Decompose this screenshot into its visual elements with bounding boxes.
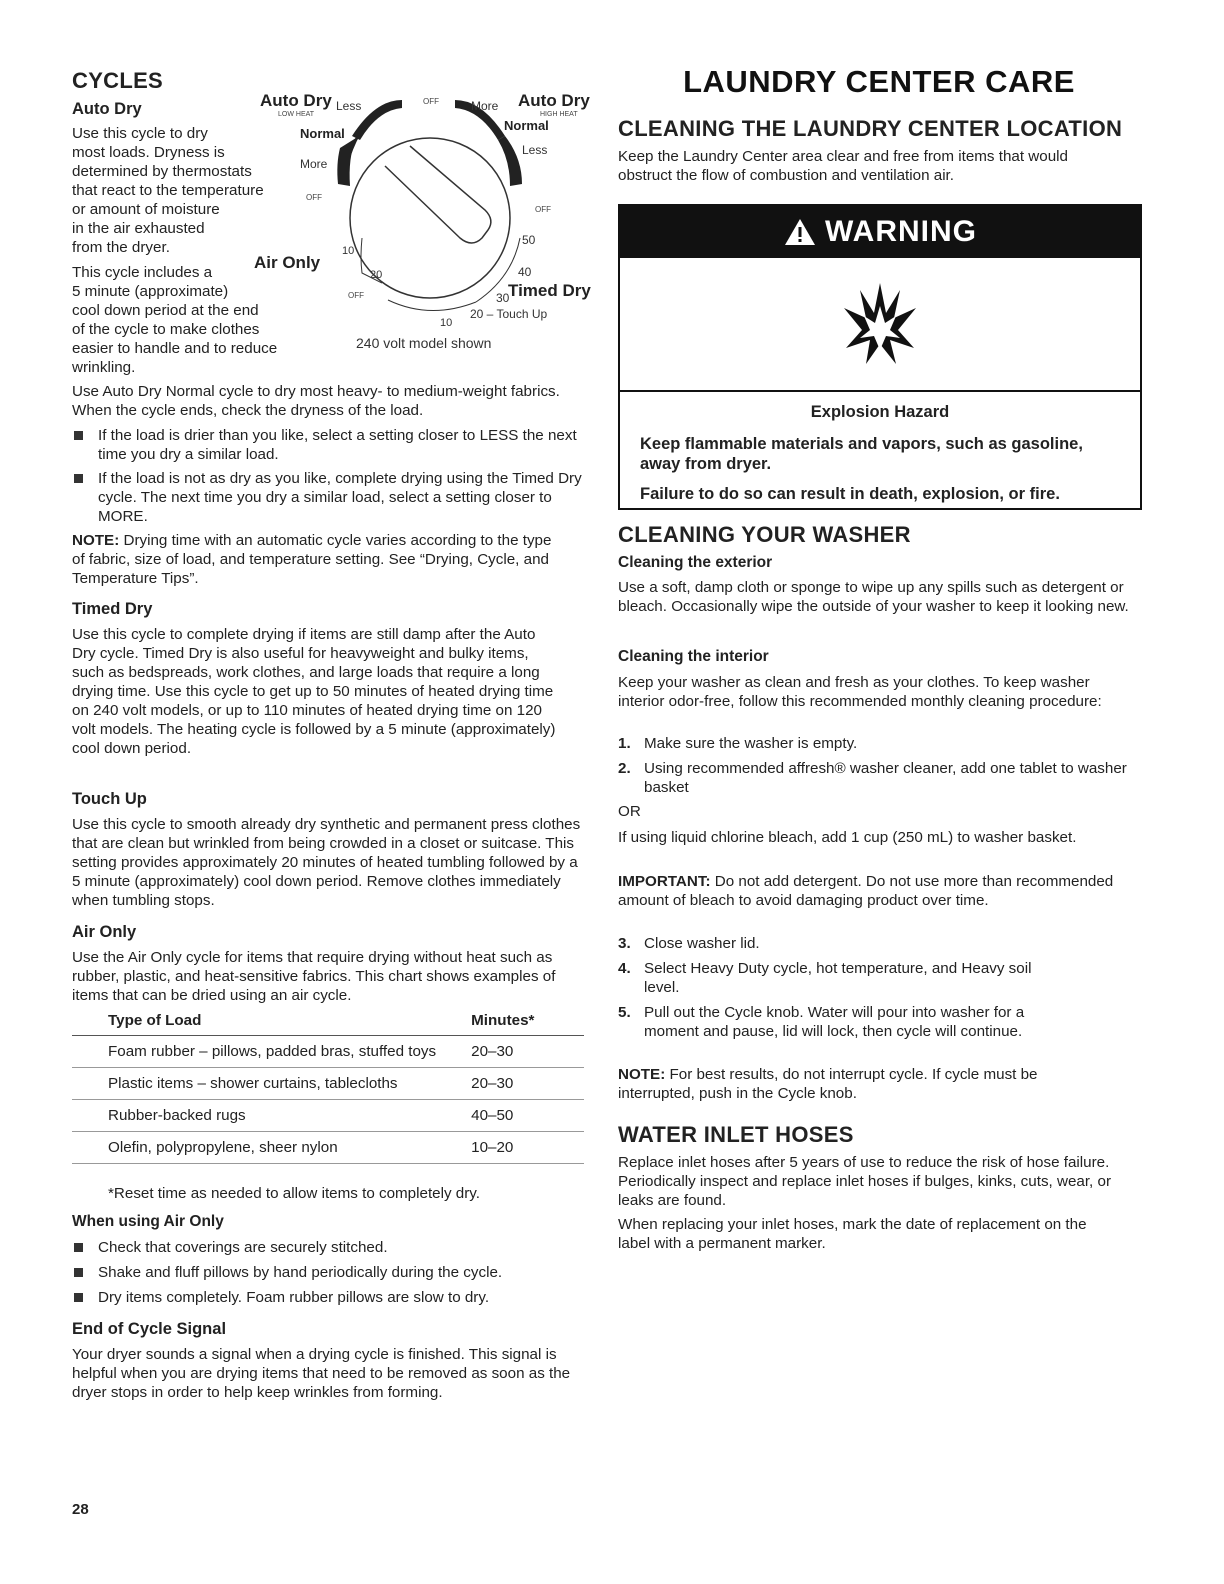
end-signal-heading: End of Cycle Signal: [72, 1320, 227, 1338]
dial-off-right: OFF: [535, 205, 551, 214]
step-item: [618, 734, 1140, 753]
dial-less-left: Less: [336, 99, 362, 113]
dial-10-bottom: 10: [440, 317, 453, 329]
auto-dry-note: [72, 531, 562, 588]
hazard-title: Explosion Hazard: [810, 403, 950, 421]
cycle-dial-diagram: [250, 88, 600, 358]
dial-caption: 240 volt model shown: [356, 335, 492, 351]
bullet-text: Dry items completely. Foam rubber pillows are slow to dry.: [98, 1289, 490, 1306]
warning-line-1: Keep flammable materials and vapors, such as gasoline, away from dryer.: [640, 435, 1083, 473]
step-item: [618, 934, 1068, 953]
air-only-label: Air Only: [254, 253, 321, 272]
air-only-text: Use the Air Only cycle for items that require drying without heat such as rubber, plastic, and heat-sensitive fabrics. This chart shows examples of items that can be dried using an air cycle.: [72, 949, 556, 1004]
note-text: Drying time with an automatic cycle varies according to the type of fabric, size of load, and temperature setting. See “Drying, Cycle, and Temperature Tips”.: [72, 532, 552, 587]
table-row: [72, 1036, 584, 1068]
step-text: Pull out the Cycle knob. Water will pour into washer for a moment and pause, lid will lock, then cycle will continue.: [644, 1004, 1025, 1040]
auto-dry-normal-text: Use Auto Dry Normal cycle to dry most heavy- to medium-weight fabrics. When the cycle ends, check the dryness of the load.: [72, 383, 560, 419]
cleaning-interior-text: Keep your washer as clean and fresh as your clothes. To keep washer interior odor-free, follow this recommended monthly cleaning procedure:: [618, 674, 1102, 710]
step-number: 4.: [618, 960, 631, 977]
warning-line-2: Failure to do so can result in death, explosion, or fire.: [640, 485, 1060, 503]
text-line: most loads. Dryness is: [72, 144, 225, 161]
bullet-text: If the load is not as dry as you like, complete drying using the Timed Dry cycle. The next time you dry a similar load, select a setting closer to MORE.: [98, 470, 582, 525]
normal-arc-left: [337, 138, 356, 186]
page-title: LAUNDRY CENTER CARE: [683, 64, 1075, 99]
cell-minutes: 20–30: [471, 1068, 584, 1100]
important-note: [618, 872, 1118, 910]
or-text: OR: [618, 803, 641, 820]
dial-off-top: OFF: [423, 97, 439, 106]
bleach-text: If using liquid chlorine bleach, add 1 cup (250 mL) to washer basket.: [618, 829, 1077, 846]
text-line: that react to the temperature: [72, 182, 264, 199]
list-item: [72, 1238, 592, 1257]
bullet-text: If the load is drier than you like, select a setting closer to LESS the next time you dry a similar load.: [98, 427, 577, 463]
step-text: Make sure the washer is empty.: [644, 735, 858, 752]
when-air-only-heading: When using Air Only: [72, 1213, 224, 1230]
note-label: NOTE:: [618, 1066, 666, 1083]
dial-20-left: 20: [370, 269, 383, 281]
col-type-of-load: Type of Load: [72, 1008, 471, 1036]
auto-dry-bullets: [72, 426, 592, 526]
dial-less-right: Less: [522, 143, 548, 157]
table-row: [72, 1100, 584, 1132]
step-text: Close washer lid.: [644, 935, 760, 952]
step-number: 1.: [618, 735, 631, 752]
step-number: 2.: [618, 760, 631, 777]
when-air-only-bullets: [72, 1238, 592, 1307]
cell-load: Plastic items – shower curtains, tablecloths: [72, 1068, 471, 1100]
warning-icon-area: [620, 258, 1140, 392]
cell-minutes: 10–20: [471, 1132, 584, 1164]
table-row: [72, 1132, 584, 1164]
step-item: [618, 1003, 1068, 1041]
auto-dry-high-label: Auto Dry: [518, 91, 590, 110]
step-number: 5.: [618, 1004, 631, 1021]
end-signal-text: Your dryer sounds a signal when a drying cycle is finished. This signal is helpful when you are drying items that need to be removed as soon as the dryer stops in order to help keep wrinkles from forming.: [72, 1346, 571, 1401]
bullet-square: [74, 1243, 83, 1252]
bullet-square: [74, 431, 83, 440]
important-text: Do not add detergent. Do not use more than recommended amount of bleach to avoid damaging product over time.: [618, 873, 1114, 909]
low-heat-label: LOW HEAT: [278, 111, 315, 118]
col-minutes: Minutes*: [471, 1008, 584, 1036]
bullet-square: [74, 474, 83, 483]
timed-arc-bottom: [388, 300, 476, 311]
normal-arc-right: [498, 136, 522, 186]
dial-40: 40: [518, 265, 532, 279]
high-heat-label: HIGH HEAT: [540, 111, 578, 118]
step-text: Select Heavy Duty cycle, hot temperature, and Heavy soil level.: [644, 960, 1032, 996]
dial-svg: [250, 88, 600, 358]
cell-load: Rubber-backed rugs: [72, 1100, 471, 1132]
air-only-heading: Air Only: [72, 923, 137, 941]
cell-load: Olefin, polypropylene, sheer nylon: [72, 1132, 471, 1164]
cleaning-exterior-heading: Cleaning the exterior: [618, 554, 773, 571]
text-line: determined by thermostats: [72, 163, 252, 180]
step-item: [618, 959, 1068, 997]
warning-body: [620, 392, 1140, 514]
timed-dry-label: Timed Dry: [508, 281, 591, 300]
text-line: Use this cycle to dry: [72, 125, 208, 142]
cleaning-interior-heading: Cleaning the interior: [618, 648, 769, 665]
water-hoses-text-2: When replacing your inlet hoses, mark the date of replacement on the label with a permanent marker.: [618, 1216, 1087, 1252]
dial-10-left: 10: [342, 245, 355, 257]
dial-off-left: OFF: [306, 193, 322, 202]
dial-off-bottom: OFF: [348, 291, 364, 300]
table-row: [72, 1068, 584, 1100]
cell-minutes: 40–50: [471, 1100, 584, 1132]
table-header-row: [72, 1008, 584, 1036]
bullet-text: Shake and fluff pillows by hand periodically during the cycle.: [98, 1264, 503, 1281]
dial-normal-right: Normal: [504, 118, 549, 133]
text-line: cool down period at the end: [72, 302, 259, 319]
text-line: from the dryer.: [72, 239, 170, 256]
cycles-heading: CYCLES: [72, 68, 164, 93]
table-footnote: *Reset time as needed to allow items to completely dry.: [108, 1185, 480, 1202]
step-text: Using recommended affresh® washer cleaner, add one tablet to washer basket: [644, 760, 1127, 796]
explosion-icon: [840, 278, 920, 368]
cleaning-steps-a: [618, 734, 1140, 797]
cleaning-steps-b: [618, 934, 1068, 1041]
timed-dry-heading: Timed Dry: [72, 600, 153, 618]
timed-dry-text: Use this cycle to complete drying if items are still damp after the Auto Dry cycle. Timed Dry is also useful for heavyweight and bulky items, such as bedspreads, work clothes, and large loads that require a long drying time. Use this cycle to get up to 50 minutes of heated drying time on 240 volt models, or up to 110 minutes of heated drying time on 120 volt models. The heating cycle is followed by a 5 minute (approximately) cool down period.: [72, 626, 556, 757]
dial-more-left: More: [300, 157, 328, 171]
text-line: This cycle includes a: [72, 264, 213, 281]
dial-more-top: More: [471, 99, 499, 113]
text-line: or amount of moisture: [72, 201, 220, 218]
warning-label: WARNING: [825, 215, 977, 248]
step-number: 3.: [618, 935, 631, 952]
cell-load: Foam rubber – pillows, padded bras, stuffed toys: [72, 1036, 471, 1068]
cell-minutes: 20–30: [471, 1036, 584, 1068]
text-line: 5 minute (approximate): [72, 283, 229, 300]
water-hoses-text-1: Replace inlet hoses after 5 years of use to reduce the risk of hose failure. Periodically inspect and replace inlet hoses if bulges, kinks, cuts, wear, or leaks are found.: [618, 1154, 1111, 1209]
dial-30: 30: [496, 291, 510, 305]
cleaning-exterior-text: Use a soft, damp cloth or sponge to wipe up any spills such as detergent or bleach. Occasionally wipe the outside of your washer to keep it looking new.: [618, 579, 1129, 615]
step-item: [618, 759, 1140, 797]
note-text: For best results, do not interrupt cycle. If cycle must be interrupted, push in the Cycle knob.: [618, 1066, 1038, 1102]
text-line: easier to handle and to reduce: [72, 340, 278, 357]
important-label: IMPORTANT:: [618, 873, 711, 890]
cleaning-location-text: Keep the Laundry Center area clear and free from items that would obstruct the flow of combustion and ventilation air.: [618, 148, 1068, 184]
list-item: [72, 469, 592, 526]
bullet-square: [74, 1268, 83, 1277]
warning-box: [618, 204, 1142, 510]
auto-dry-heading: Auto Dry: [72, 100, 142, 118]
cleaning-washer-heading: CLEANING YOUR WASHER: [618, 522, 911, 547]
water-hoses-heading: WATER INLET HOSES: [618, 1122, 854, 1147]
list-item: [72, 426, 592, 464]
washer-note: [618, 1065, 1118, 1103]
warning-banner: [620, 206, 1140, 258]
auto-dry-low-label: Auto Dry: [260, 91, 332, 110]
text-line: in the air exhausted: [72, 220, 205, 237]
text-line: of the cycle to make clothes: [72, 321, 260, 338]
note-label: NOTE:: [72, 532, 120, 549]
text-line: wrinkling.: [72, 359, 136, 376]
list-item: [72, 1288, 592, 1307]
warning-triangle-icon: [783, 217, 817, 247]
cleaning-location-heading: CLEANING THE LAUNDRY CENTER LOCATION: [618, 116, 1123, 141]
list-item: [72, 1263, 592, 1282]
page-number: 28: [72, 1501, 89, 1518]
touch-up-heading: Touch Up: [72, 790, 147, 808]
touch-up-label: 20 – Touch Up: [470, 307, 548, 321]
dial-normal-left: Normal: [300, 126, 345, 141]
touch-up-text: Use this cycle to smooth already dry synthetic and permanent press clothes that are clean but wrinkled from being crowded in a closet or suitcase. This setting provides approximately 20 minutes of heated tumbling followed by a 5 minute (approximately) cool down period. Remove clothes immediately when tumbling stops.: [72, 816, 581, 909]
air-only-table: [72, 1008, 584, 1164]
bullet-square: [74, 1293, 83, 1302]
bullet-text: Check that coverings are securely stitched.: [98, 1239, 388, 1256]
dial-50: 50: [522, 233, 536, 247]
